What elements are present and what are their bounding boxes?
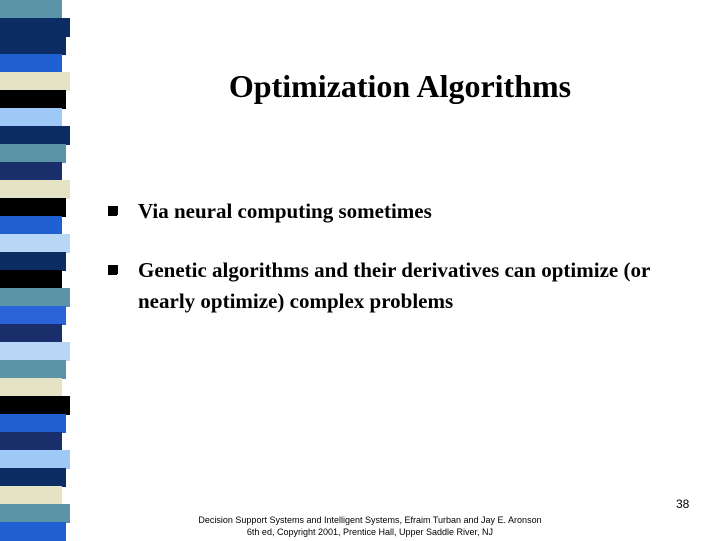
stripe-block — [0, 270, 62, 289]
stripe-block — [0, 18, 70, 37]
stripe-block — [0, 468, 66, 487]
stripe-block — [0, 396, 70, 415]
stripe-block — [0, 432, 62, 451]
bullet-list — [108, 196, 708, 345]
page-number: 38 — [676, 497, 690, 511]
stripe-block — [0, 0, 62, 19]
stripe-block — [0, 522, 66, 541]
stripe-block — [0, 324, 62, 343]
stripe-block — [0, 252, 66, 271]
stripe-block — [0, 504, 70, 523]
stripe-block — [0, 216, 62, 235]
stripe-block — [0, 306, 66, 325]
stripe-block — [0, 108, 62, 127]
stripe-block — [0, 126, 70, 145]
stripe-block — [0, 198, 66, 217]
stripe-block — [0, 360, 66, 379]
stripe-block — [0, 378, 62, 397]
stripe-block — [0, 486, 62, 505]
stripe-block — [0, 414, 66, 433]
stripe-block — [0, 180, 70, 199]
footer-line: 6th ed, Copyright 2001, Prentice Hall, Upper Saddle River, NJ — [246, 527, 494, 537]
stripe-block — [0, 36, 66, 55]
stripe-block — [0, 54, 62, 73]
stripe-block — [0, 90, 66, 109]
bullet-text: Via neural computing sometimes — [138, 199, 432, 223]
bullet-item — [108, 196, 708, 227]
bullet-item — [108, 255, 708, 317]
stripe-block — [0, 162, 62, 181]
stripe-block — [0, 72, 70, 91]
stripe-block — [0, 234, 70, 253]
slide-title: Optimization Algorithms — [228, 68, 572, 104]
square-bullet-icon — [108, 206, 118, 216]
footer-line: Decision Support Systems and Intelligent Systems, Efraim Turban and Jay E. Aronson — [198, 515, 542, 525]
stripe-block — [0, 144, 66, 163]
stripe-block — [0, 288, 70, 307]
square-bullet-icon — [108, 265, 118, 275]
stripe-block — [0, 450, 70, 469]
stripe-block — [0, 342, 70, 361]
decorative-stripe — [0, 0, 70, 540]
bullet-text: Genetic algorithms and their derivatives can optimize (or nearly optimize) complex problems — [138, 258, 650, 313]
footer-citation — [160, 514, 580, 538]
